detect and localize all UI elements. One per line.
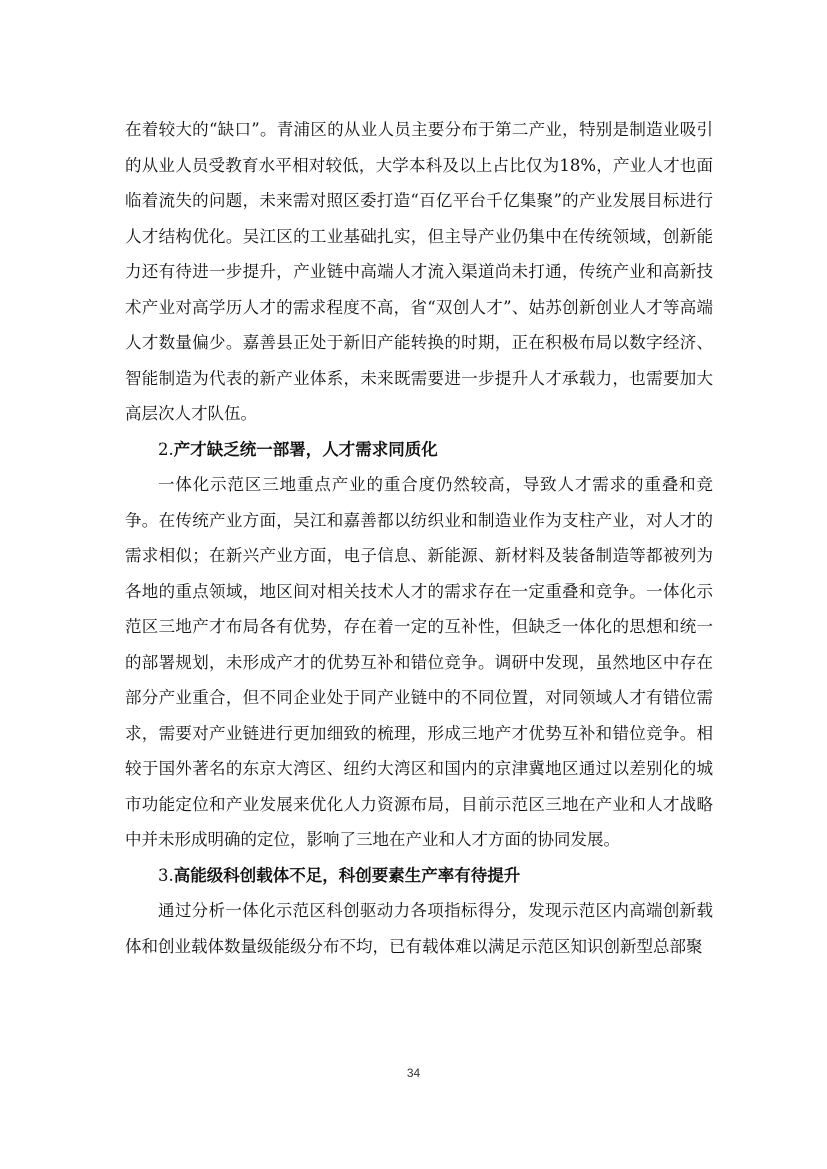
section-heading-2-number: 2. (158, 439, 174, 459)
page-number: 34 (406, 1066, 421, 1080)
section-heading-3-text: 高能级科创载体不足，科创要素生产率有待提升 (173, 865, 521, 885)
section-heading-2 (125, 432, 713, 468)
page-body (125, 112, 713, 964)
section-heading-2-text: 产才缺乏统一部署，人才需求同质化 (173, 439, 438, 459)
body-paragraph-3: 通过分析一体化示范区科创驱动力各项指标得分，发现示范区内高端创新载体和创业载体数量级能级分布不均，已有载体难以满足示范区知识创新型总部聚 (125, 901, 713, 956)
section-heading-3 (125, 858, 713, 894)
body-paragraph-2: 一体化示范区三地重点产业的重合度仍然较高，导致人才需求的重叠和竞争。在传统产业方面，吴江和嘉善都以纺织业和制造业作为支柱产业，对人才的需求相似；在新兴产业方面，电子信息、新能源、新材料及装备制造等都被列为各地的重点领域，地区间对相关技术人才的需求存在一定重叠和竞争。一体化示范区三地产才布局各有优势，存在着一定的互补性，但缺乏一体化的思想和统一的部署规划，未形成产才的优势互补和错位竞争。调研中发现，虽然地区中存在部分产业重合，但不同企业处于同产业链中的不同位置，对同领域人才有错位需求，需要对产业链进行更加细致的梳理，形成三地产才优势互补和错位竞争。相较于国外著名的东京大湾区、纽约大湾区和国内的京津冀地区通过以差别化的城市功能定位和产业发展来优化人力资源布局，目前示范区三地在产业和人才战略中并未形成明确的定位，影响了三地在产业和人才方面的协同发展。 (125, 475, 713, 849)
section-heading-3-number: 3. (158, 865, 174, 885)
body-paragraph-1: 在着较大的“缺口”。青浦区的从业人员主要分布于第二产业，特别是制造业吸引的从业人员受教育水平相对较低，大学本科及以上占比仅为18%，产业人才也面临着流失的问题，未来需对照区委打造“百亿平台千亿集聚”的产业发展目标进行人才结构优化。吴江区的工业基础扎实，但主导产业仍集中在传统领域，创新能力还有待进一步提升，产业链中高端人才流入渠道尚未打通，传统产业和高新技术产业对高学历人才的需求程度不高，省“双创人才”、姑苏创新创业人才等高端人才数量偏少。嘉善县正处于新旧产能转换的时期，正在积极布局以数字经济、智能制造为代表的新产业体系，未来既需要进一步提升人才承载力，也需要加大高层次人才队伍。 (125, 120, 713, 423)
